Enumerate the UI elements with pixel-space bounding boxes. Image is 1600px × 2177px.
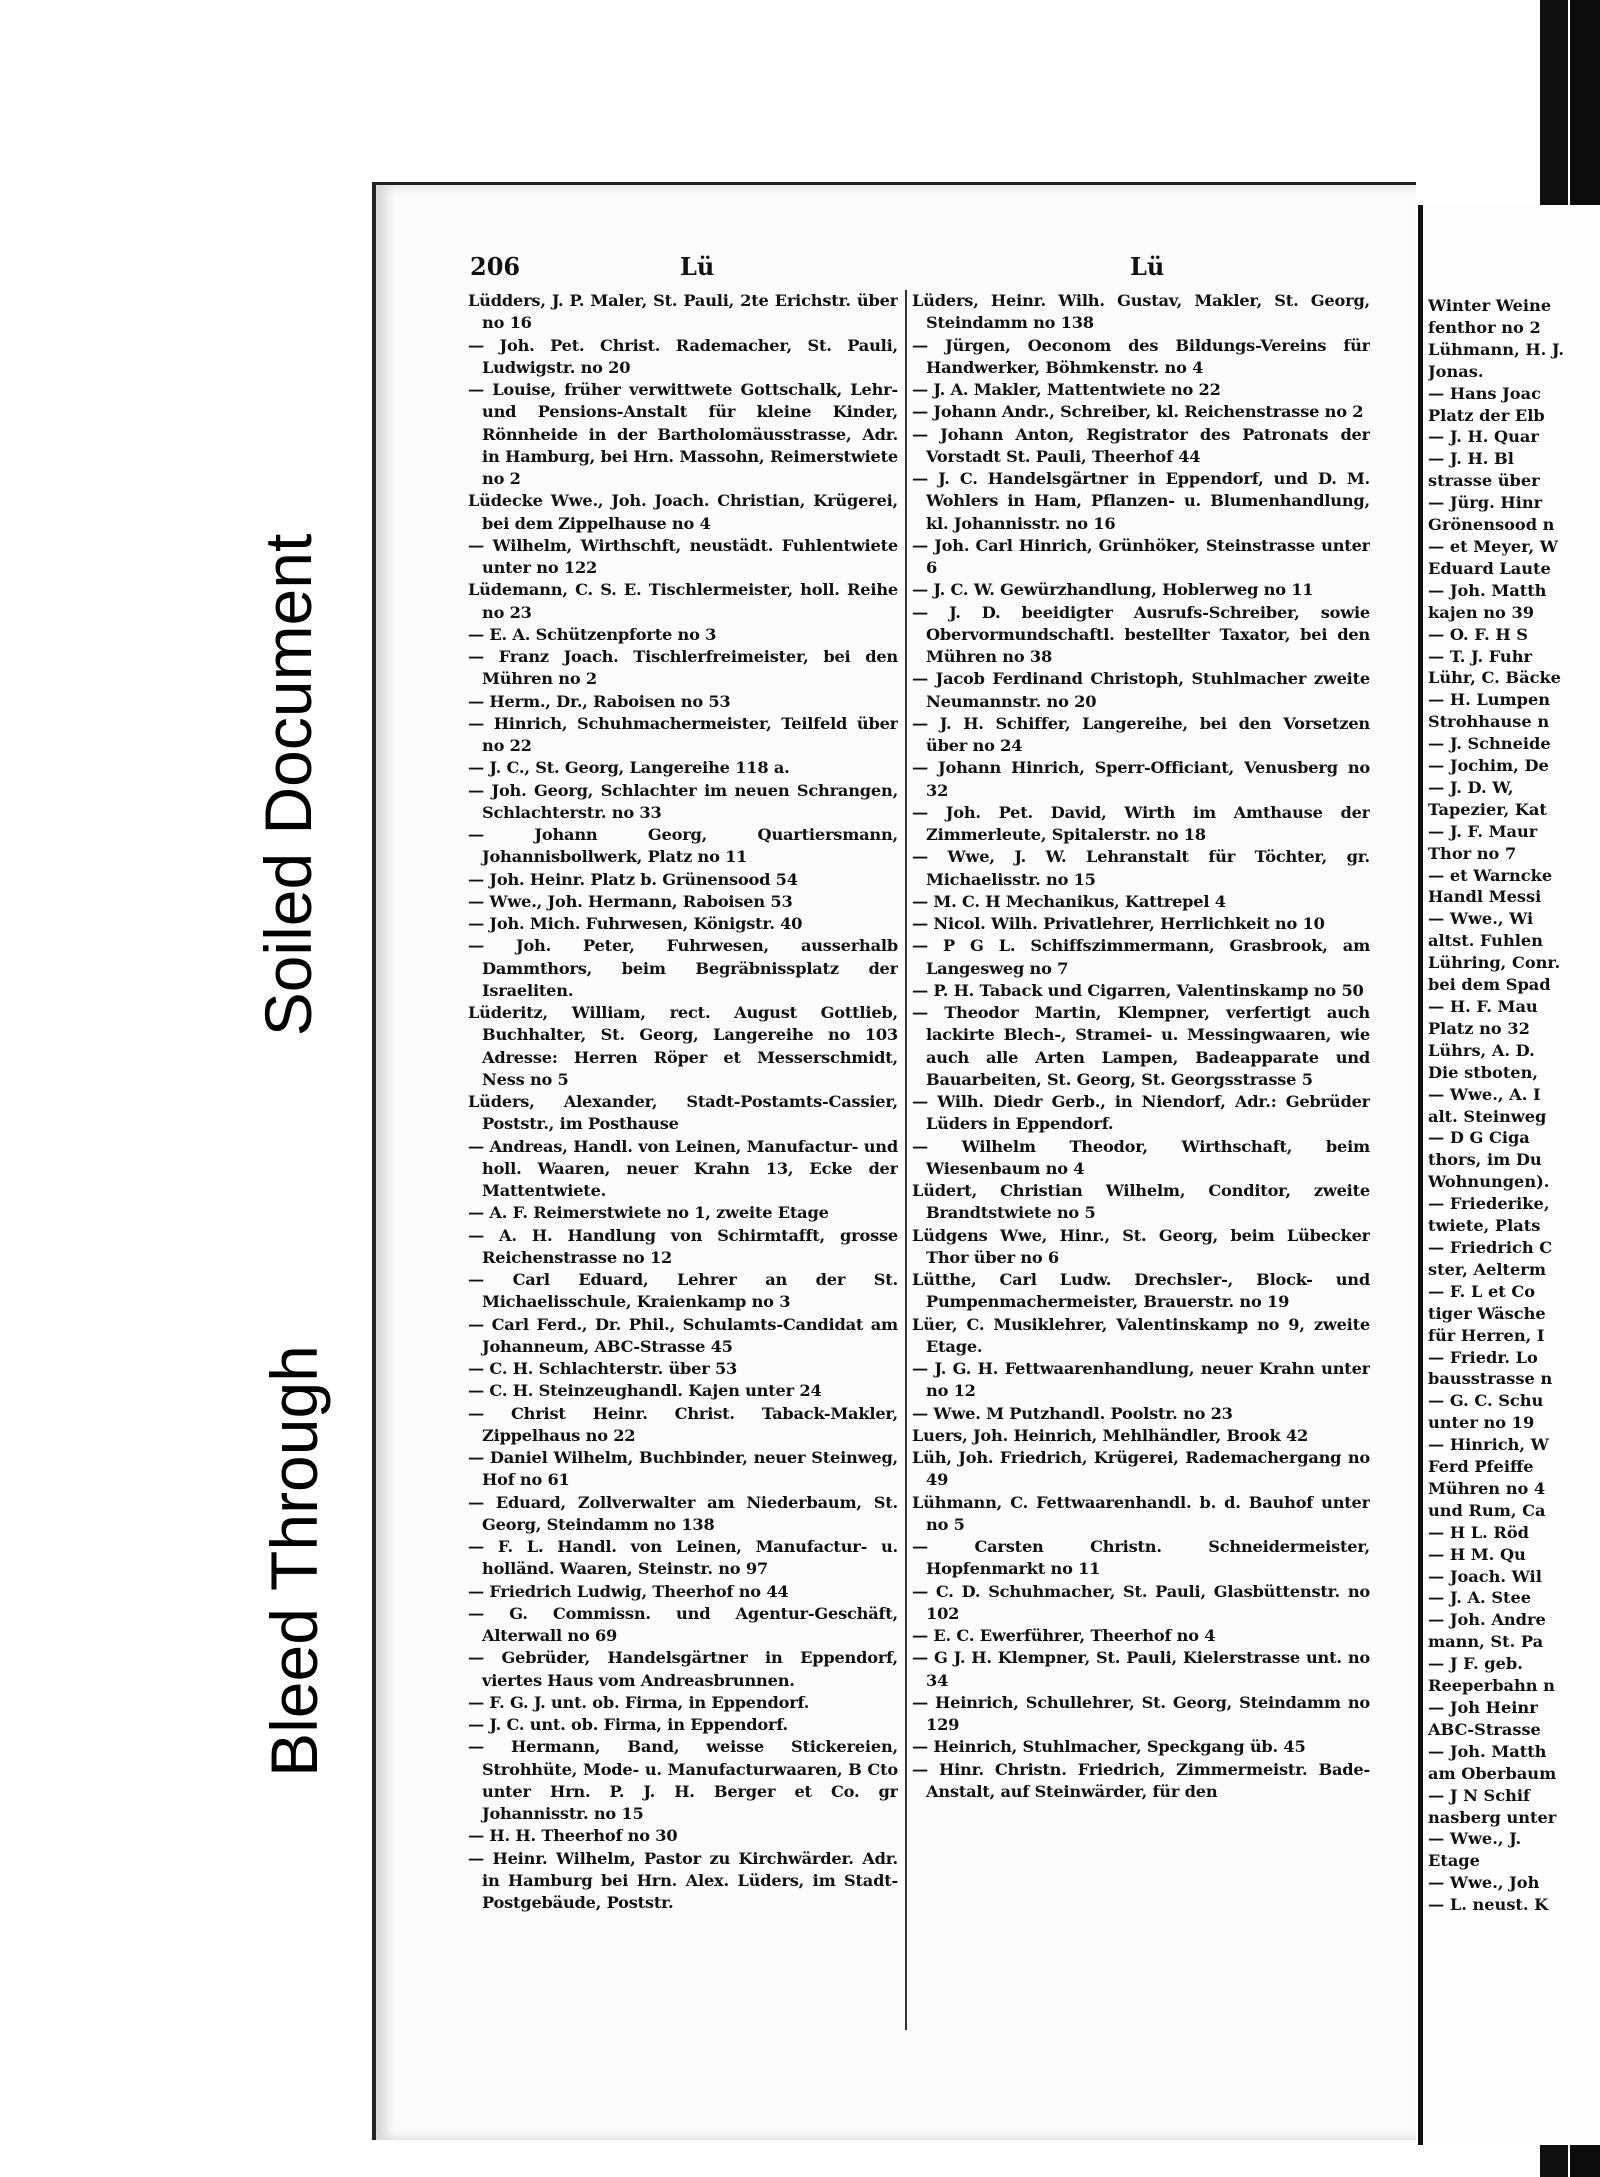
directory-entry: — T. J. Fuhr — [1428, 646, 1532, 666]
directory-entry: Lühmann, C. Fettwaarenhandl. b. d. Bauhof unter no 5 — [912, 1492, 1370, 1534]
directory-entry: bei dem Spad — [1428, 975, 1551, 995]
directory-entry: mann, St. Pa — [1428, 1632, 1544, 1652]
directory-entry: altst. Fuhlen — [1428, 931, 1543, 951]
directory-entry: — J. A. Makler, Mattentwiete no 22 — [912, 380, 1221, 399]
page-number: 206 — [470, 252, 521, 281]
directory-entry: — Wwe., Wi — [1428, 909, 1534, 929]
directory-entry: Lühr, C. Bäcke — [1428, 668, 1561, 688]
bleed-through-label — [246, 1278, 342, 1844]
directory-entry: Lüdders, J. P. Maler, St. Pauli, 2te Erichstr. über no 16 — [468, 291, 898, 333]
directory-entry: Eduard Laute — [1428, 558, 1551, 578]
directory-entry: Die stboten, — [1428, 1062, 1539, 1082]
directory-entry: — Eduard, Zollverwalter am Niederbaum, St. Georg, Steindamm no 138 — [468, 1492, 898, 1534]
directory-entry: Mühren no 4 — [1428, 1478, 1546, 1498]
directory-entry: — Joh. Heinr. Platz b. Grünensood 54 — [468, 869, 798, 889]
directory-entry: — E. A. Schützenpforte no 3 — [468, 624, 717, 644]
directory-entry: — Carl Eduard, Lehrer an der St. Michaelisschule, Kraienkamp no 3 — [468, 1270, 898, 1312]
directory-entry: Jonas. — [1428, 361, 1484, 381]
directory-entry: Lüdert, Christian Wilhelm, Conditor, zweite Brandtstwiete no 5 — [912, 1181, 1370, 1223]
directory-entry: — Gebrüder, Handelsgärtner in Eppendorf, viertes Haus vom Andreasbrunnen. — [468, 1648, 898, 1690]
directory-entry: — P. H. Taback und Cigarren, Valentinskamp no 50 — [912, 980, 1364, 1000]
directory-entry: — F. L. Handl. von Leinen, Manufactur- u. holländ. Waaren, Steinstr. no 97 — [468, 1537, 898, 1579]
directory-entry: — Hermann, Band, weisse Stickereien, Strohhüte, Mode- u. Manufacturwaaren, B Cto unter Hrn. P. J. H. Berger et Co. gr Johannisstr. no 15 — [468, 1737, 898, 1823]
directory-entry: Lühring, Conr. — [1428, 953, 1561, 973]
directory-entry: — J. A. Stee — [1428, 1588, 1532, 1608]
directory-entry: — J. Schneide — [1428, 734, 1551, 754]
directory-entry: — Joh. Andre — [1428, 1610, 1546, 1630]
directory-entry: — Joh. Mich. Fuhrwesen, Königstr. 40 — [468, 914, 803, 933]
directory-entry: strasse über — [1428, 471, 1540, 491]
directory-entry: Strohhause n — [1428, 712, 1550, 732]
directory-entry: — Wwe., Joh — [1428, 1873, 1540, 1893]
directory-entry: — C. D. Schuhmacher, St. Pauli, Glasbüttenstr. no 102 — [912, 1581, 1370, 1623]
directory-entry: ster, Aelterm — [1428, 1259, 1546, 1279]
cut-off-column — [1428, 295, 1600, 2035]
left-column — [468, 290, 898, 2030]
directory-entry: — Jürg. Hinr — [1428, 493, 1543, 513]
directory-entry: — Nicol. Wilh. Privatlehrer, Herrlichkeit no 10 — [912, 914, 1325, 933]
directory-entry: — Heinr. Wilhelm, Pastor zu Kirchwärder. Adr. in Hamburg bei Hrn. Alex. Lüders, im Stadt-Postgebäude, Poststr. — [468, 1848, 898, 1912]
directory-entry: Wohnungen). — [1428, 1172, 1550, 1192]
directory-entry: — J. C., St. Georg, Langereihe 118 a. — [468, 758, 790, 778]
directory-entry: — J. H. Schiffer, Langereihe, bei den Vorsetzen über no 24 — [912, 713, 1370, 755]
directory-entry: — Friedrich C — [1428, 1237, 1553, 1257]
directory-entry: — Wwe, J. W. Lehranstalt für Töchter, gr. Michaelisstr. no 15 — [912, 847, 1370, 889]
directory-entry: Tapezier, Kat — [1428, 799, 1547, 819]
directory-entry: — Daniel Wilhelm, Buchbinder, neuer Steinweg, Hof no 61 — [468, 1448, 898, 1490]
directory-entry: — Johann Andr., Schreiber, kl. Reichenstrasse no 2 — [912, 402, 1364, 422]
directory-entry: Lühmann, H. J. — [1428, 339, 1564, 359]
directory-entry: — Joh. Georg, Schlachter im neuen Schrangen, Schlachterstr. no 33 — [468, 780, 898, 822]
directory-entry: — G J. H. Klempner, St. Pauli, Kielerstrasse unt. no 34 — [912, 1648, 1370, 1690]
directory-entry: — Friederike, — [1428, 1194, 1550, 1214]
directory-entry: — A. F. Reimerstwiete no 1, zweite Etage — [468, 1203, 829, 1223]
directory-entry: — et Meyer, W — [1428, 536, 1558, 556]
directory-entry: — C. H. Schlachterstr. über 53 — [468, 1359, 738, 1378]
directory-entry: — Wwe. M Putzhandl. Poolstr. no 23 — [912, 1403, 1233, 1423]
directory-entry: — Wwe., J. — [1428, 1829, 1522, 1849]
directory-entry: Grönensood n — [1428, 515, 1555, 535]
directory-entry: — H. F. Mau — [1428, 997, 1538, 1016]
directory-entry: — F. L et Co — [1428, 1281, 1536, 1301]
directory-entry: — Friedr. Lo — [1428, 1347, 1538, 1367]
directory-entry: Lüders, Heinr. Wilh. Gustav, Makler, St. Georg, Steindamm no 138 — [912, 291, 1370, 333]
directory-entry: kajen no 39 — [1428, 602, 1534, 622]
column-divider — [905, 290, 907, 2030]
directory-entry: alt. Steinweg — [1428, 1106, 1547, 1126]
directory-entry: — J. F. Maur — [1428, 821, 1538, 841]
directory-entry: — Theodor Martin, Klempner, verfertigt auch lackirte Blech-, Stramei- u. Messingwaaren, wie auch alle Arten Lampen, Badeapparate und Bauarbeiten, St. Georg, St. Georgsstrasse 5 — [912, 1003, 1370, 1089]
directory-entry: — Joh. Matth — [1428, 580, 1547, 600]
directory-entry: Lütthe, Carl Ludw. Drechsler-, Block- und Pumpenmachermeister, Brauerstr. no 19 — [912, 1270, 1370, 1312]
directory-entry: — Wilhelm Theodor, Wirthschaft, beim Wiesenbaum no 4 — [912, 1136, 1370, 1178]
directory-entry: und Rum, Ca — [1428, 1500, 1546, 1520]
directory-entry: Lüdemann, C. S. E. Tischlermeister, holl. Reihe no 23 — [468, 580, 898, 622]
directory-entry: — H M. Qu — [1428, 1544, 1526, 1564]
directory-entry: — Hinrich, W — [1428, 1435, 1549, 1455]
middle-column — [912, 290, 1370, 2030]
directory-entry: — D G Ciga — [1428, 1128, 1530, 1148]
directory-entry: — Joh. Carl Hinrich, Grünhöker, Steinstrasse unter 6 — [912, 535, 1370, 577]
directory-entry: — H. H. Theerhof no 30 — [468, 1826, 678, 1846]
directory-entry: — Andreas, Handl. von Leinen, Manufactur- und holl. Waaren, neuer Krahn 13, Ecke der Mattentwiete. — [468, 1136, 898, 1200]
directory-entry: fenthor no 2 — [1428, 317, 1541, 337]
directory-entry: — Johann Georg, Quartiersmann, Johannisbollwerk, Platz no 11 — [468, 825, 898, 867]
directory-entry: — P G L. Schiffszimmermann, Grasbrook, am Langesweg no 7 — [912, 936, 1370, 978]
directory-entry: — J N Schif — [1428, 1785, 1530, 1805]
directory-entry: ABC-Strasse — [1428, 1719, 1541, 1739]
directory-entry: Lüders, Alexander, Stadt-Postamts-Cassier, Poststr., im Posthause — [468, 1092, 898, 1134]
directory-entry: — Joh Heinr — [1428, 1698, 1538, 1717]
directory-entry: nasberg unter — [1428, 1807, 1557, 1827]
directory-entry: für Herren, I — [1428, 1325, 1545, 1345]
directory-entry: Etage — [1428, 1851, 1480, 1871]
directory-entry: — J. C. unt. ob. Firma, in Eppendorf. — [468, 1715, 788, 1734]
directory-entry: — Franz Joach. Tischlerfreimeister, bei den Mühren no 2 — [468, 647, 898, 689]
directory-entry: — Louise, früher verwittwete Gottschalk, Lehr- und Pensions-Anstalt für kleine Kinder, Rönnheide in der Bartholomäusstrasse, Adr. in Hamburg, bei Hrn. Massohn, Reimerstwiete no 2 — [468, 380, 898, 488]
directory-entry: Ferd Pfeiffe — [1428, 1457, 1534, 1477]
directory-entry: — Carl Ferd., Dr. Phil., Schulamts-Candidat am Johanneum, ABC-Strasse 45 — [468, 1314, 898, 1356]
directory-entry: — Wilh. Diedr Gerb., in Niendorf, Adr.: Gebrüder Lüders in Eppendorf. — [912, 1092, 1370, 1134]
directory-entry: — Jürgen, Oeconom des Bildungs-Vereins für Handwerker, Böhmkenstr. no 4 — [912, 335, 1370, 377]
directory-entry: — O. F. H S — [1428, 624, 1529, 644]
directory-entry: — Johann Hinrich, Sperr-Officiant, Venusberg no 32 — [912, 758, 1370, 800]
directory-entry: — J. C. Handelsgärtner in Eppendorf, und D. M. Wohlers in Ham, Pflanzen- u. Blumenhandlung, kl. Johannisstr. no 16 — [912, 469, 1370, 533]
directory-entry: — Friedrich Ludwig, Theerhof no 44 — [468, 1581, 789, 1601]
directory-entry: am Oberbaum — [1428, 1763, 1557, 1783]
directory-entry: — Wwe., Joh. Hermann, Raboisen 53 — [468, 891, 793, 911]
directory-entry: — Herm., Dr., Raboisen no 53 — [468, 691, 731, 711]
directory-entry: Luers, Joh. Heinrich, Mehlhändler, Brook 42 — [912, 1425, 1309, 1445]
directory-entry: — Johann Anton, Registrator des Patronats der Vorstadt St. Pauli, Theerhof 44 — [912, 424, 1370, 466]
directory-entry: — Christ Heinr. Christ. Taback-Makler, Zippelhaus no 22 — [468, 1403, 898, 1445]
directory-entry: — Joach. Wil — [1428, 1566, 1542, 1586]
directory-entry: — Joh. Pet. Christ. Rademacher, St. Pauli, Ludwigstr. no 20 — [468, 335, 898, 377]
directory-entry: — Hinrich, Schuhmachermeister, Teilfeld über no 22 — [468, 713, 898, 755]
directory-entry: — Joh. Pet. David, Wirth im Amthause der Zimmerleute, Spitalerstr. no 18 — [912, 802, 1370, 844]
directory-entry: — Hinr. Christn. Friedrich, Zimmermeistr. Bade-Anstalt, auf Steinwärder, für den — [912, 1759, 1370, 1801]
directory-entry: Lüderitz, William, rect. August Gottlieb, Buchhalter, St. Georg, Langereihe no 103 Adresse: Herren Röper et Messerschmidt, Ness no 5 — [468, 1003, 898, 1089]
directory-entry: — J. C. W. Gewürzhandlung, Hoblerweg no 11 — [912, 580, 1314, 600]
directory-entry: Platz no 32 — [1428, 1018, 1530, 1038]
directory-entry: Thor no 7 — [1428, 843, 1517, 863]
directory-entry: — M. C. H Mechanikus, Kattrepel 4 — [912, 891, 1226, 911]
directory-entry: — Joh. Peter, Fuhrwesen, ausserhalb Dammthors, beim Begräbnissplatz der Israeliten. — [468, 936, 898, 1000]
directory-entry: — Wwe., A. I — [1428, 1084, 1541, 1104]
page-header — [470, 252, 1370, 286]
directory-entry: thors, im Du — [1428, 1150, 1542, 1170]
directory-entry: — et Warncke — [1428, 865, 1553, 885]
directory-entry: Lüh, Joh. Friedrich, Krügerei, Rademachergang no 49 — [912, 1448, 1370, 1490]
directory-entry: — H L. Röd — [1428, 1522, 1529, 1542]
directory-entry: — J F. geb. — [1428, 1654, 1523, 1674]
bleed-through-text: Bleed Through — [257, 1345, 331, 1777]
directory-entry: — L. neust. K — [1428, 1895, 1549, 1915]
directory-entry: — G. C. Schu — [1428, 1391, 1544, 1411]
directory-entry: twiete, Plats — [1428, 1216, 1541, 1236]
directory-entry: — J. H. Bl — [1428, 449, 1514, 469]
directory-entry: — C. H. Steinzeughandl. Kajen unter 24 — [468, 1381, 822, 1401]
directory-entry: — A. H. Handlung von Schirmtafft, grosse Reichenstrasse no 12 — [468, 1225, 898, 1267]
soiled-document-text: Soiled Document — [250, 533, 325, 1036]
directory-entry: — E. C. Ewerführer, Theerhof no 4 — [912, 1626, 1216, 1645]
directory-entry: — H. Lumpen — [1428, 690, 1551, 710]
directory-entry: — J. G. H. Fettwaarenhandlung, neuer Krahn unter no 12 — [912, 1359, 1370, 1401]
directory-entry: — Wilhelm, Wirthschft, neustädt. Fuhlentwiete unter no 122 — [468, 535, 898, 577]
directory-entry: — Heinrich, Schullehrer, St. Georg, Steindamm no 129 — [912, 1692, 1370, 1734]
directory-entry: — Jacob Ferdinand Christoph, Stuhlmacher zweite Neumannstr. no 20 — [912, 669, 1370, 711]
soiled-document-label — [240, 492, 335, 1077]
directory-entry: — Jochim, De — [1428, 756, 1549, 776]
directory-entry: — F. G. J. unt. ob. Firma, in Eppendorf. — [468, 1692, 810, 1712]
directory-entry: Lüdecke Wwe., Joh. Joach. Christian, Krügerei, bei dem Zippelhause no 4 — [468, 491, 898, 533]
directory-entry: — J. D. W, — [1428, 777, 1514, 797]
directory-entry: — Heinrich, Stuhlmacher, Speckgang üb. 45 — [912, 1737, 1306, 1757]
directory-entry: bausstrasse n — [1428, 1369, 1553, 1389]
right-heading: Lü — [1130, 252, 1165, 281]
directory-entry: Lührs, A. D. — [1428, 1040, 1535, 1060]
directory-entry: — G. Commissn. und Agentur-Geschäft, Alterwall no 69 — [468, 1603, 898, 1645]
directory-entry: tiger Wäsche — [1428, 1303, 1546, 1323]
directory-entry: Platz der Elb — [1428, 405, 1545, 425]
directory-entry: Winter Weine — [1428, 296, 1552, 315]
directory-entry: — J. H. Quar — [1428, 427, 1539, 447]
directory-entry: Lüdgens Wwe, Hinr., St. Georg, beim Lübecker Thor über no 6 — [912, 1225, 1370, 1267]
directory-entry: Lüer, C. Musiklehrer, Valentinskamp no 9, zweite Etage. — [912, 1314, 1370, 1356]
directory-entry: — Joh. Matth — [1428, 1741, 1547, 1761]
left-heading: Lü — [680, 252, 715, 281]
directory-entry: Reeperbahn n — [1428, 1676, 1555, 1696]
directory-entry: — J. D. beeidigter Ausrufs-Schreiber, sowie Obervormundschaftl. bestellter Taxator, bei den Mühren no 38 — [912, 602, 1370, 666]
directory-entry: Handl Messi — [1428, 887, 1542, 907]
directory-entry: unter no 19 — [1428, 1413, 1535, 1433]
directory-entry: — Hans Joac — [1428, 383, 1541, 403]
directory-entry: — Carsten Christn. Schneidermeister, Hopfenmarkt no 11 — [912, 1537, 1370, 1579]
